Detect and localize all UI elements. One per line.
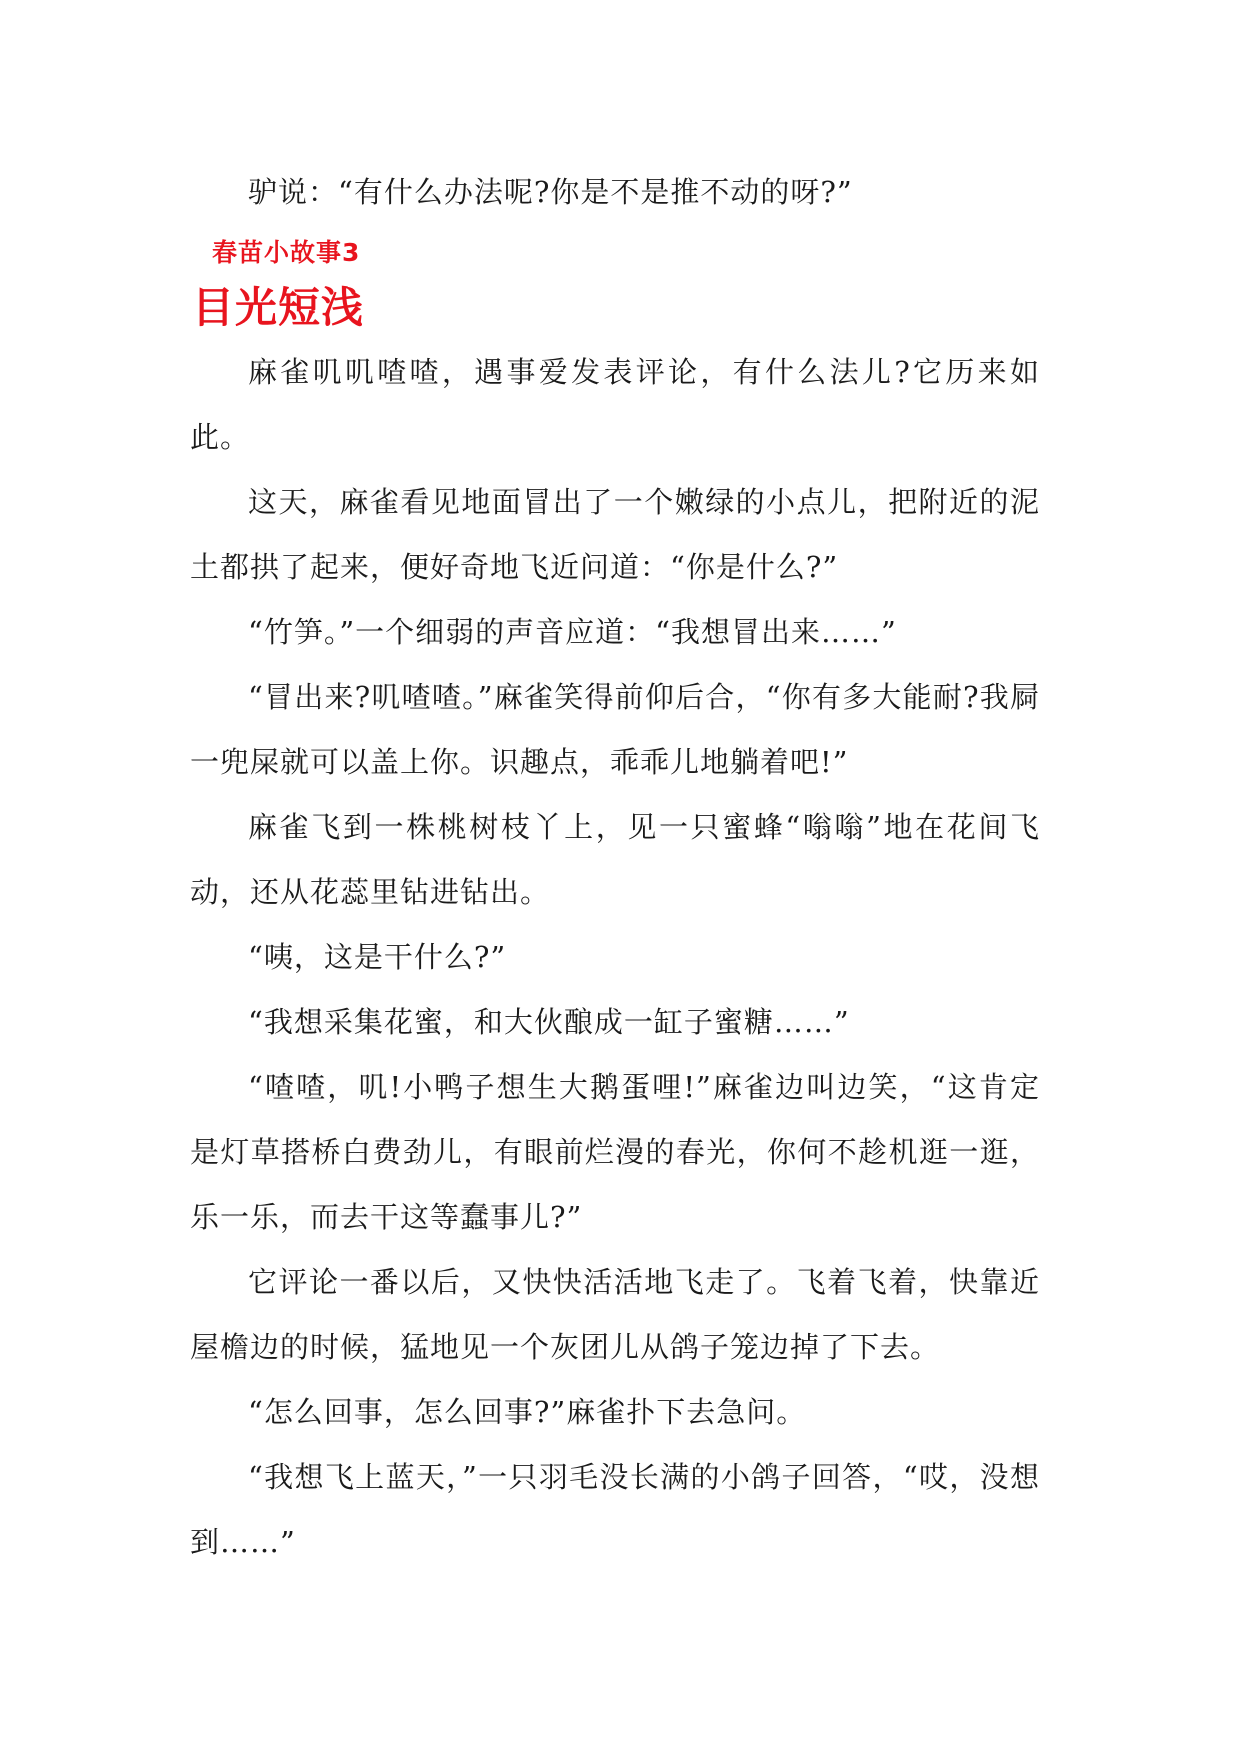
paragraph: “咦，这是干什么?” bbox=[248, 940, 507, 974]
paragraph: 麻雀叽叽喳喳，遇事爱发表评论，有什么法儿?它历来如此。 bbox=[190, 355, 1040, 454]
paragraph: 麻雀飞到一株桃树枝丫上，见一只蜜蜂“嗡嗡”地在花间飞动，还从花蕊里钻进钻出。 bbox=[190, 810, 1040, 909]
paragraph: “喳喳，叽!小鸭子想生大鹅蛋哩!”麻雀边叫边笑，“这肯定是灯草搭桥白费劲儿，有眼前烂漫的春光，你何不趁机逛一逛，乐一乐，而去干这等蠢事儿?” bbox=[190, 1070, 1040, 1234]
document-page bbox=[190, 160, 1040, 1575]
paragraph: “我想飞上蓝天，”一只羽毛没长满的小鸽子回答，“哎，没想到……” bbox=[190, 1460, 1040, 1559]
paragraph: “我想采集花蜜，和大伙酿成一缸子蜜糖……” bbox=[248, 1005, 850, 1039]
paragraph: 这天，麻雀看见地面冒出了一个嫩绿的小点儿，把附近的泥土都拱了起来，便好奇地飞近问道：“你是什么?” bbox=[190, 485, 1040, 584]
story-title: 目光短浅 bbox=[192, 283, 365, 332]
story-body bbox=[190, 340, 1040, 1575]
paragraph: “怎么回事，怎么回事?”麻雀扑下去急问。 bbox=[248, 1395, 807, 1429]
paragraph: 它评论一番以后，又快快活活地飞走了。飞着飞着，快靠近屋檐边的时候，猛地见一个灰团儿从鸽子笼边掉了下去。 bbox=[190, 1265, 1040, 1364]
story-subtitle: 春苗小故事3 bbox=[212, 238, 361, 267]
paragraph: “冒出来?叽喳喳。”麻雀笑得前仰后合，“你有多大能耐?我屙一兜屎就可以盖上你。识趣点，乖乖儿地躺着吧!” bbox=[190, 680, 1040, 779]
paragraph: “竹笋。”一个细弱的声音应道：“我想冒出来……” bbox=[248, 615, 897, 649]
lead-paragraph: 驴说：“有什么办法呢?你是不是推不动的呀?” bbox=[248, 175, 853, 209]
